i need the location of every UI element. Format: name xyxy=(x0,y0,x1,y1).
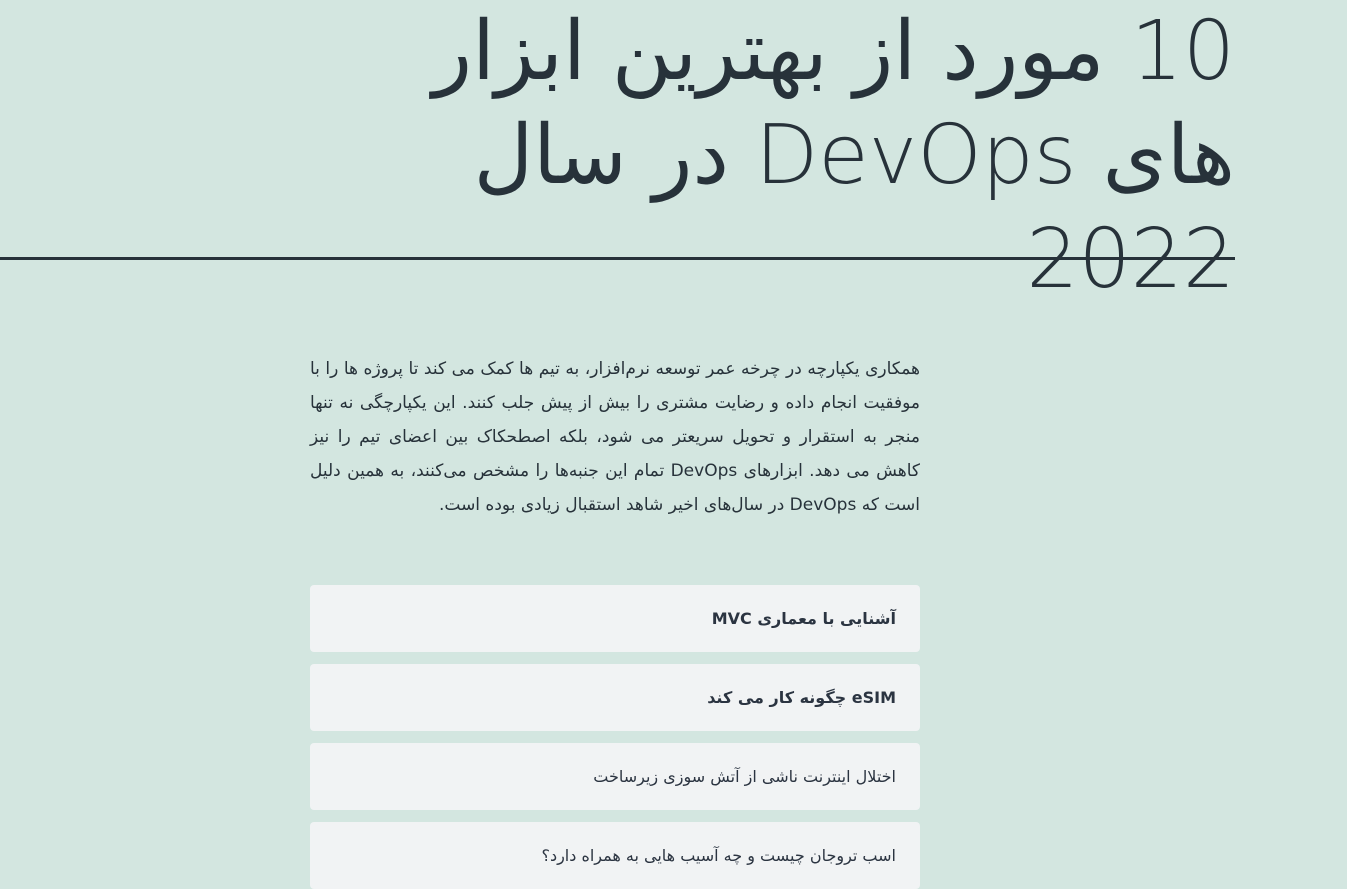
related-article-card[interactable] xyxy=(310,743,920,810)
related-article-card[interactable] xyxy=(310,822,920,889)
article-title: 10 مورد از بهترین ابزار های DevOps در سال 2022 xyxy=(432,4,1235,307)
related-article-link-trojan[interactable]: اسب تروجان چیست و چه آسیب هایی به همراه دارد؟ xyxy=(541,846,896,865)
related-article-card[interactable] xyxy=(310,585,920,652)
related-article-link-esim[interactable]: eSIM چگونه کار می کند xyxy=(707,688,896,707)
related-articles-list xyxy=(310,585,920,889)
related-article-link-mvc[interactable]: آشنایی با معماری MVC xyxy=(711,609,896,628)
related-article-link-outage[interactable]: اختلال اینترنت ناشی از آتش سوزی زیرساخت xyxy=(593,767,896,786)
related-article-card[interactable] xyxy=(310,664,920,731)
title-divider xyxy=(0,257,1235,260)
article-intro: همکاری یکپارچه در چرخه عمر توسعه نرم‌افزار، به تیم ها کمک می کند تا پروژه ها را با موفقیت انجام داده و رضایت مشتری را بیش از پیش جلب کنند. این یکپارچگی نه تنها منجر به استقرار و تحویل سریعتر می شود، بلکه اصطحکاک بین اعضای تیم را نیز کاهش می دهد. ابزارهای DevOps تمام این جنبه‌ها را مشخص می‌کنند، به همین دلیل است که DevOps در سال‌های اخیر شاهد استقبال زیادی بوده است. xyxy=(310,359,920,515)
